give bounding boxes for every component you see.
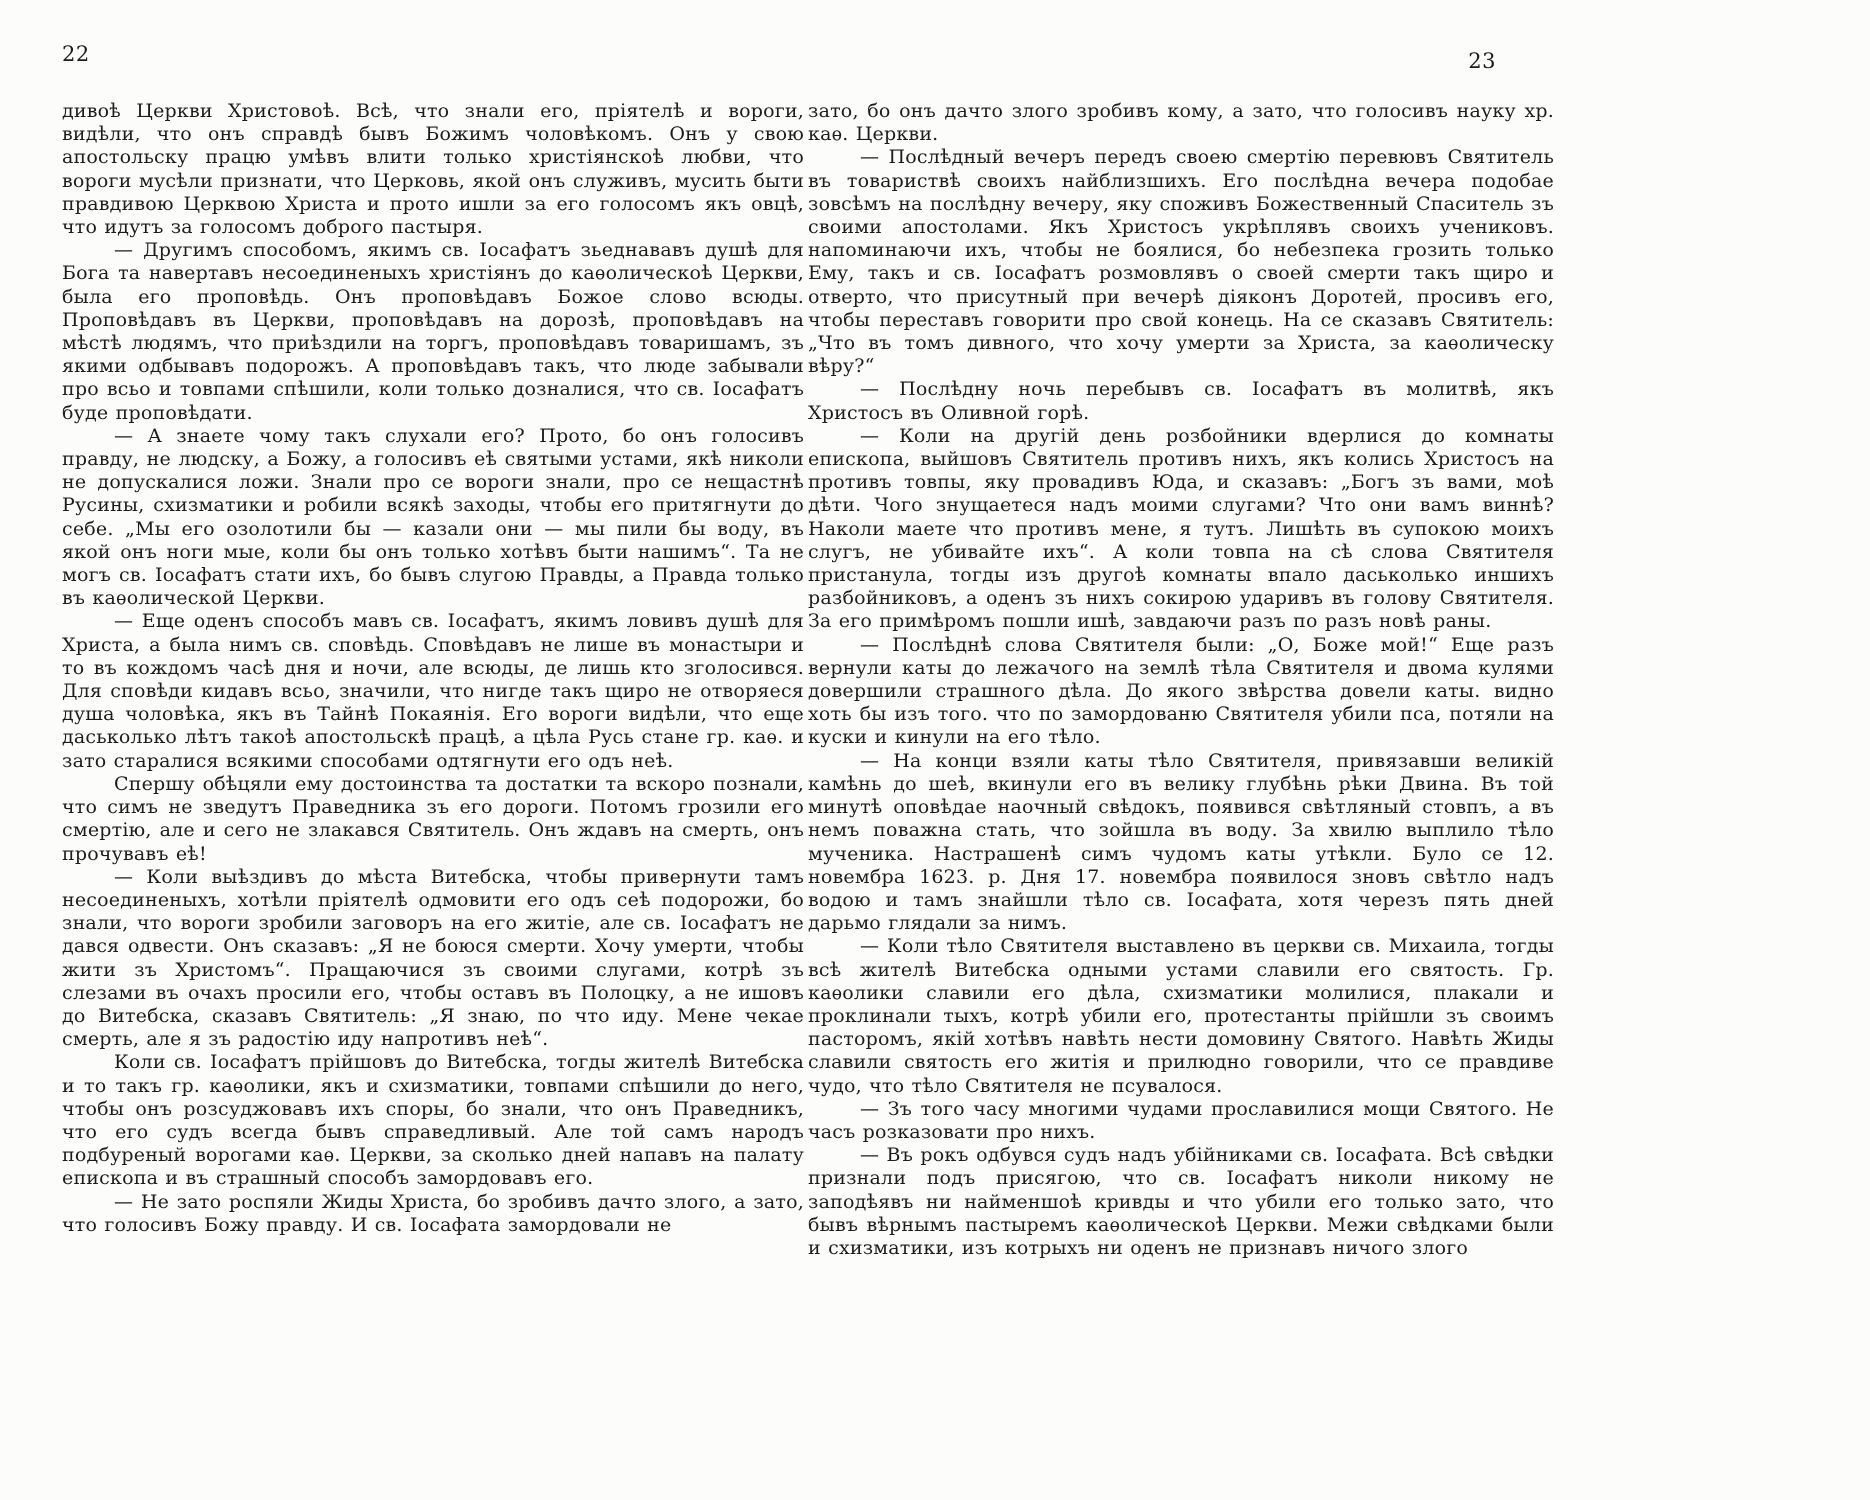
page-22: [62, 42, 804, 1237]
page-number-right: 23: [1468, 49, 1496, 73]
paragraph: зато, бо онъ дачто злого зробивъ кому, а зато, что голосивъ науку хр. каѳ. Церкви.: [808, 100, 1554, 146]
paragraph: — А знаете чому такъ слухали его? Прото, бо онъ голосивъ правду, не людску, а Божу, а голосивъ еѣ святыми устами, якѣ николи не допускалися ложи. Знали про се вороги знали, про се нещастнѣ Русины, схизматики и робили всякѣ заходы, чтобы его притягнути до себе. „Мы его озолотили бы — казали они — мы пили бы воду, въ якой онъ ноги мые, коли бы онъ только хотѣвъ быти нашимъ“. Та не могъ св. Іосафатъ стати ихъ, бо бывъ слугою Правды, а Правда только въ каѳолической Церкви.: [62, 424, 804, 610]
page-23-text-block: [808, 100, 1554, 1260]
paragraph: — Въ рокъ одбувся судъ надъ убійниками св. Іосафата. Всѣ свѣдки признали подъ присягою, что св. Іосафатъ николи никому не заподѣявъ ни найменшоѣ кривды и что убили его только зато, что бывъ вѣрнымъ пастыремъ каѳолическоѣ Церкви. Межи свѣдками были и схизматики, изъ котрыхъ ни оденъ не признавъ ничого злого: [808, 1144, 1554, 1259]
paragraph: — Послѣднѣ слова Святителя были: „О, Боже мой!“ Еще разъ вернули каты до лежачого на землѣ тѣла Святителя и двома кулями довершили страшного дѣла. До якого звѣрства довели каты. видно хоть бы изъ того. что по замордованю Святителя убили пса, потяли на куски и кинули на его тѣло.: [808, 633, 1554, 749]
paragraph: — На конци взяли каты тѣло Святителя, привязавши великій камѣнь до шеѣ, вкинули его въ велику глубѣнь рѣки Двина. Въ той минутѣ оповѣдае наочный свѣдокъ, появився свѣтляный стовпъ, а въ немъ поважна стать, что зойшла въ воду. За хвилю выплило тѣло мученика. Настрашенѣ симъ чудомъ каты утѣкли. Було се 12. новембра 1623. р. Дня 17. новембра появилося зновъ свѣтло надъ водою и тамъ знайшли тѣло св. Іосафата, хотя черезъ пять дней дарьмо глядали за нимъ.: [808, 749, 1554, 935]
paragraph: дивоѣ Церкви Христовоѣ. Всѣ, что знали его, пріятелѣ и вороги, видѣли, что онъ справдѣ бывъ Божимъ чоловѣкомъ. Онъ у свою апостольску працю умѣвъ влити только христіянскоѣ любви, что вороги мусѣли признати, что Церковь, якой онъ служивъ, мусить быти правдивою Церквою Христа и прото ишли за его голосомъ якъ овцѣ, что идутъ за голосомъ доброго пастыря.: [62, 100, 804, 239]
paragraph: — Коли тѣло Святителя выставлено въ церкви св. Михаила, тогды всѣ жителѣ Витебска одными устами славили его святость. Гр. каѳолики славили его дѣла, схизматики молилися, плакали и проклинали тыхъ, котрѣ убили его, протестанты прійшли зъ своимъ пасторомъ, якій хотѣвъ навѣть нести домовину Святого. Навѣть Жиды славили святость его житія и прилюдно говорили, что се правдиве чудо, что тѣло Святителя не псувалося.: [808, 935, 1554, 1097]
page-number-left: 22: [62, 42, 90, 66]
paragraph: — Коли выѣздивъ до мѣста Витебска, чтобы привернути тамъ несоединеныхъ, хотѣли пріятелѣ одмовити его одъ сеѣ подорожи, бо знали, что вороги зробили заговоръ на его житіе, але св. Іосафатъ не дався одвести. Онъ сказавъ: „Я не боюся смерти. Хочу умерти, чтобы жити зъ Христомъ“. Пращаючися зъ своими слугами, котрѣ зъ слезами въ очахъ просили его, чтобы оставъ въ Полоцку, а не ишовъ до Витебска, сказавъ Святитель: „Я знаю, по что иду. Мене чекае смерть, але я зъ радостію иду напротивъ неѣ“.: [62, 865, 804, 1051]
paragraph: — Не зато роспяли Жиды Христа, бо зробивъ дачто злого, а зато, что голосивъ Божу правду. И св. Іосафата замордовали не: [62, 1190, 804, 1236]
paragraph: — Послѣдну ночь перебывъ св. Іосафатъ въ молитвѣ, якъ Христосъ въ Оливной горѣ.: [808, 378, 1554, 424]
paragraph: — Послѣдный вечеръ передъ своею смертію перевювъ Святитель въ товариствѣ своихъ найблизшихъ. Его послѣдна вечера подобае зовсѣмъ на послѣдну вечеру, яку споживъ Божественный Спаситель зъ своими апостолами. Якъ Христосъ укрѣплявъ своихъ учениковъ. напоминаючи ихъ, чтобы не боялися, бо небезпека грозить только Ему, такъ и св. Іосафатъ розмовлявъ о своей смерти такъ щиро и отверто, что присутный при вечерѣ діяконъ Доротей, просивъ его, чтобы переставъ говорити про свой конець. На се сказавъ Святитель: „Что въ томъ дивного, что хочу умерти за Христа, за каѳолическу вѣру?“: [808, 146, 1554, 378]
paragraph: Коли св. Іосафатъ прійшовъ до Витебска, тогды жителѣ Витебска и то такъ гр. каѳолики, якъ и схизматики, товпами спѣшили до него, чтобы онъ розсуджовавъ ихъ споры, бо знали, что онъ Праведникъ, что его судъ всегда бывъ справедливый. Але той самъ народъ подбуреный ворогами каѳ. Церкви, за сколько дней напавъ на палату епископа и въ страшный способъ замордовавъ его.: [62, 1051, 804, 1190]
paragraph: — Коли на другій день розбойники вдерлися до комнаты епископа, выйшовъ Святитель противъ нихъ, якъ колись Христосъ на противъ товпы, яку провадивъ Юда, и сказавъ: „Богъ зъ вами, моѣ дѣти. Чого знущаетеся надъ моими слугами? Что они вамъ виннѣ? Наколи маете что противъ мене, я тутъ. Лишѣть въ супокою моихъ слугъ, не убивайте ихъ“. А коли товпа на сѣ слова Святителя пристанула, тогды изъ другоѣ комнаты впало даськолько иншихъ разбойниковъ, а оденъ зъ нихъ сокирою ударивъ въ голову Святителя. За его примѣромъ пошли ишѣ, завдаючи разъ по разъ новѣ раны.: [808, 424, 1554, 633]
page-23: [808, 42, 1554, 1260]
paragraph: — Другимъ способомъ, якимъ св. Іосафатъ зьеднававъ душѣ для Бога та навертавъ несоединеныхъ христіянъ до каѳолическоѣ Церкви, была его проповѣдь. Онъ проповѣдавъ Божое слово всюды. Проповѣдавъ въ Церкви, проповѣдавъ на дорозѣ, проповѣдавъ на мѣстѣ людямъ, что приѣздили на торгъ, проповѣдавъ товаришамъ, зъ якими одбывавъ подорожъ. А проповѣдавъ такъ, что люде забывали про всьо и товпами спѣшили, коли только дозналися, что св. Іосафатъ буде проповѣдати.: [62, 239, 804, 424]
page-22-text-block: [62, 100, 804, 1237]
paragraph: Спершу обѣцяли ему достоинства та достатки та вскоро познали, что симъ не зведутъ Праведника зъ его дороги. Потомъ грозили его смертію, але и сего не злакався Святитель. Онъ ждавъ на смерть, онъ прочувавъ еѣ!: [62, 772, 804, 865]
paragraph: — Зъ того часу многими чудами прославилися мощи Святого. Не часъ розказовати про нихъ.: [808, 1097, 1554, 1143]
paragraph: — Еще оденъ способъ мавъ св. Іосафатъ, якимъ ловивъ душѣ для Христа, а была нимъ св. сповѣдь. Сповѣдавъ не лише въ монастыри и то въ кождомъ часѣ дня и ночи, але всюды, де лишь кто зголосився. Для сповѣди кидавъ всьо, значили, что нигде такъ щиро не отворяеся душа чоловѣка, якъ въ Тайнѣ Покаянія. Его вороги видѣли, что еще даськолько лѣтъ такоѣ апостольскѣ працѣ, а цѣла Русь стане гр. каѳ. и зато старалися всякими способами одтягнути его одъ неѣ.: [62, 610, 804, 772]
